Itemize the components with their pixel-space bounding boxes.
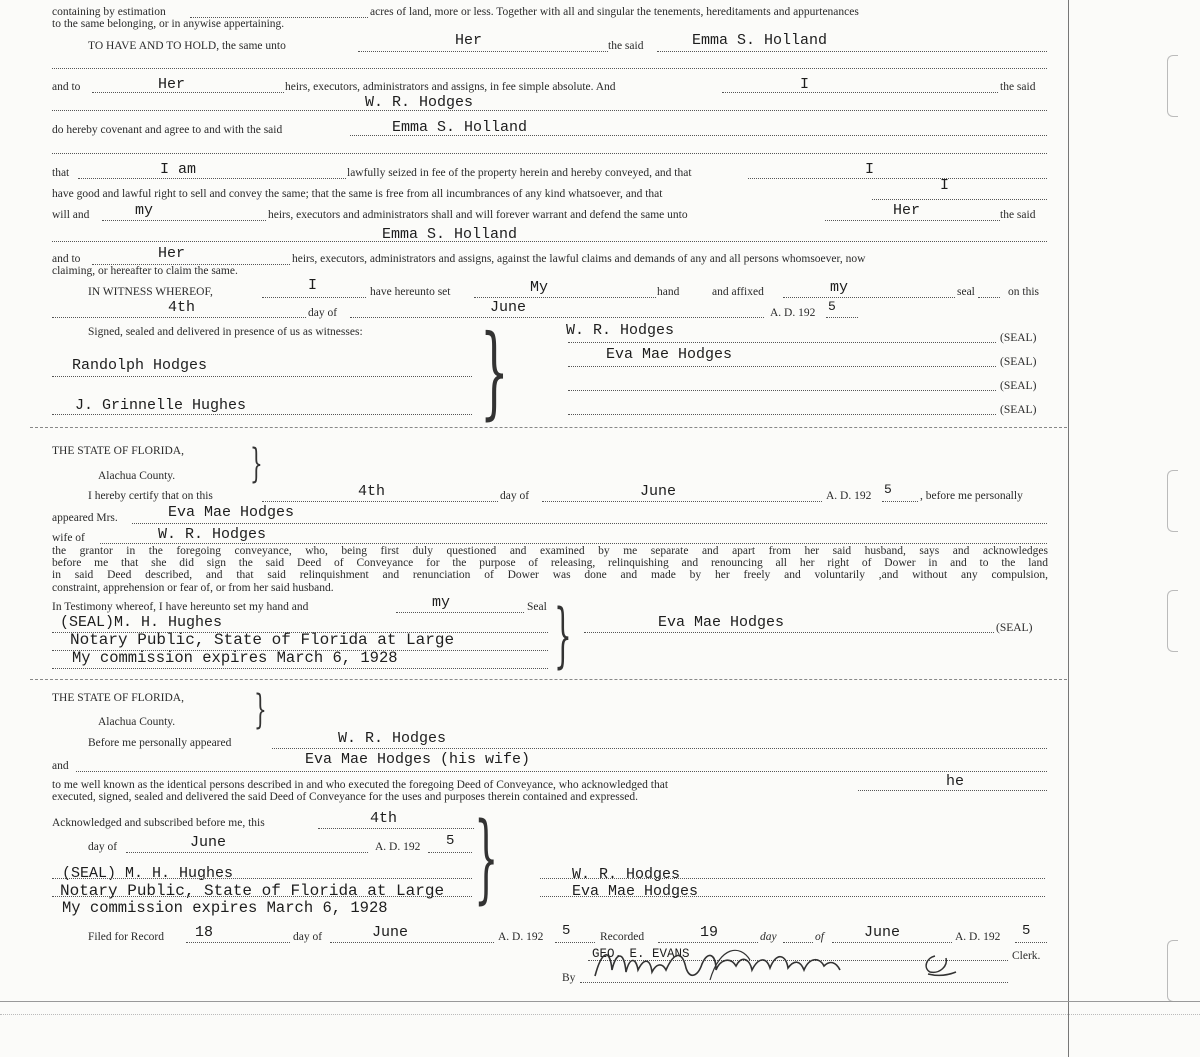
- blank: [52, 896, 472, 897]
- appeared-mrs: appeared Mrs.: [52, 512, 118, 524]
- heirs-pronoun-2: Her: [158, 245, 186, 262]
- day-of: day of: [500, 490, 530, 502]
- line-appertaining: to the same belonging, or in anywise appertaining.: [52, 18, 285, 30]
- signature-line: [584, 632, 994, 633]
- affixed-word: and affixed: [712, 286, 764, 298]
- blank: [783, 297, 955, 298]
- of-word: of: [815, 931, 824, 943]
- husband-name: W. R. Hodges: [158, 526, 267, 543]
- blank: [350, 317, 764, 318]
- pronoun-i: I: [865, 161, 875, 178]
- grantor-pronoun: I: [800, 76, 810, 93]
- blank: [52, 317, 306, 318]
- habendum-label: TO HAVE AND TO HOLD, the same unto: [88, 40, 286, 52]
- blank: [657, 51, 1047, 52]
- blank: [262, 297, 366, 298]
- blank: [978, 297, 1000, 298]
- hand-word: hand: [657, 286, 680, 298]
- section-divider: [30, 427, 1067, 428]
- blank: [126, 852, 368, 853]
- fee-simple-text: heirs, executors, administrators and assigns, in fee simple absolute. And: [285, 81, 616, 93]
- binder-tab: [1167, 55, 1178, 117]
- binder-tab: [1167, 590, 1178, 652]
- line-appurtenances: acres of land, more or less. Together with all and singular the tenements, hereditaments and appurtenances: [370, 6, 859, 18]
- blank: [52, 668, 548, 669]
- appeared-text: Before me personally appeared: [88, 737, 232, 749]
- pronoun-my: my: [135, 202, 154, 219]
- testimony-my: my: [432, 594, 451, 611]
- blank: [132, 523, 1047, 524]
- county-heading: Alachua County.: [98, 716, 176, 728]
- bottom-divider: [0, 1014, 1200, 1015]
- ad-192: A. D. 192: [955, 931, 1001, 943]
- filed-day: 18: [195, 924, 214, 941]
- blank: [330, 942, 494, 943]
- brace: }: [554, 594, 572, 676]
- cert2-notary-3: My commission expires March 6, 1928: [62, 899, 388, 917]
- dower-line: in said Deed described, and that said relinquishment and renunciation of Dower was done and made by her freely and voluntarily ,and without any compulsion,: [52, 569, 1048, 582]
- habendum-pronoun: Her: [455, 32, 483, 49]
- notary-3: My commission expires March 6, 1928: [72, 649, 398, 667]
- dower-line: constraint, apprehension or fear of, or from her said husband.: [52, 581, 334, 594]
- notary-2: Notary Public, State of Florida at Large: [70, 631, 455, 649]
- blank: [428, 852, 472, 853]
- covenant-label: do hereby covenant and agree to and with the said: [52, 124, 283, 136]
- witness-year-digit: 5: [828, 299, 836, 314]
- blank: [92, 92, 284, 93]
- on-this: on this: [1008, 286, 1039, 298]
- dower-text: [52, 545, 1048, 594]
- witness-1: Randolph Hodges: [72, 357, 208, 374]
- day-of: day of: [88, 841, 118, 853]
- the-said: the said: [608, 40, 644, 52]
- day-of: day of: [293, 931, 323, 943]
- blank: [825, 220, 1000, 221]
- dower-line: before me that she did sign the said Deed of Conveyance for the purpose of releasing, relinquishing and renouncing all her right of Dower in and to the land: [52, 557, 1048, 570]
- blank: [52, 414, 472, 415]
- grantee-name: Emma S. Holland: [692, 32, 828, 49]
- day-of: day of: [308, 307, 338, 319]
- binder-tab: [1167, 940, 1178, 1002]
- deputy-signature: [590, 940, 970, 988]
- county-heading: Alachua County.: [98, 470, 176, 482]
- blank: [555, 942, 595, 943]
- blank: [76, 771, 1047, 772]
- blank: [52, 878, 472, 879]
- that-label: that: [52, 167, 70, 179]
- blank: [52, 241, 1047, 242]
- certify-text: I hereby certify that on this: [88, 490, 213, 502]
- ad-192: A. D. 192: [770, 307, 816, 319]
- filed-for-record: Filed for Record: [88, 931, 165, 943]
- seal-1: (SEAL): [1000, 332, 1037, 344]
- testimony-text: In Testimony whereof, I have hereunto set my hand and: [52, 601, 309, 613]
- blank: [52, 153, 1047, 154]
- brace: }: [474, 802, 499, 914]
- ack-text: Acknowledged and subscribed before me, this: [52, 817, 265, 829]
- seal-4: (SEAL): [1000, 404, 1037, 416]
- pronoun-her: Her: [893, 202, 921, 219]
- ad-192: A. D. 192: [375, 841, 421, 853]
- seized-text: lawfully seized in fee of the property herein and hereby conveyed, and that: [347, 167, 692, 179]
- filed-year: 5: [562, 923, 571, 939]
- signature-line: [568, 366, 996, 367]
- signer-2: Eva Mae Hodges: [606, 346, 733, 363]
- and-to: and to: [52, 81, 81, 93]
- bottom-divider: [0, 1001, 1200, 1002]
- right-margin-line: [1068, 0, 1069, 1057]
- have-set: have hereunto set: [370, 286, 451, 298]
- recorded-year: 5: [1022, 923, 1031, 939]
- brace: }: [250, 441, 263, 487]
- cert2-signer-2: Eva Mae Hodges: [572, 883, 699, 900]
- ad-192: A. D. 192: [498, 931, 544, 943]
- and-to: and to: [52, 253, 81, 265]
- state-heading: THE STATE OF FLORIDA,: [52, 692, 184, 704]
- state-heading: THE STATE OF FLORIDA,: [52, 445, 184, 457]
- witness-2: J. Grinnelle Hughes: [75, 397, 247, 414]
- signature-line: [540, 896, 1045, 897]
- blank: [1015, 942, 1047, 943]
- signed-label: Signed, sealed and delivered in presence of us as witnesses:: [88, 326, 363, 338]
- lawful-claims-text: heirs, executors, administrators and assigns, against the lawful claims and demands of any and all persons whomsoever, now: [292, 253, 866, 265]
- and-word: and: [52, 760, 69, 772]
- blank: [722, 92, 998, 93]
- recorded-month: June: [864, 924, 901, 941]
- blank: [358, 51, 608, 52]
- will-and: will and: [52, 209, 90, 221]
- grantor-name: W. R. Hodges: [365, 94, 474, 111]
- cert2-he: he: [946, 773, 965, 790]
- blank: [52, 68, 1047, 69]
- signature-line: [568, 390, 996, 391]
- brace: }: [480, 313, 509, 430]
- blank: [474, 297, 656, 298]
- cert2-person2: Eva Mae Hodges (his wife): [305, 751, 531, 768]
- wife-name: Eva Mae Hodges: [168, 504, 295, 521]
- section-divider: [30, 679, 1067, 680]
- the-said: the said: [1000, 81, 1036, 93]
- cert1-day: 4th: [358, 483, 386, 500]
- filed-month: June: [372, 924, 409, 941]
- cert2-notary-1: (SEAL) M. H. Hughes: [62, 865, 234, 882]
- seal-word: Seal: [527, 601, 547, 613]
- clerk-name: GEO. E. EVANS: [592, 947, 690, 961]
- blank: [262, 501, 498, 502]
- witness-label: IN WITNESS WHEREOF,: [88, 286, 213, 298]
- seal-2: (SEAL): [1000, 356, 1037, 368]
- blank: [52, 110, 1047, 111]
- warrant-text: heirs, executors and administrators shall and will forever warrant and defend the same unto: [268, 209, 688, 221]
- witness-month: June: [490, 299, 527, 316]
- line-estimation: containing by estimation: [52, 6, 166, 18]
- by-label: By: [562, 972, 576, 984]
- known-text: to me well known as the identical persons described in and who executed the foregoing Deed of Conveyance, who acknowledged that: [52, 779, 669, 791]
- seal-3: (SEAL): [1000, 380, 1037, 392]
- cert2-person1: W. R. Hodges: [338, 730, 447, 747]
- blank: [318, 828, 474, 829]
- seal-word: seal: [957, 286, 975, 298]
- signer-1: W. R. Hodges: [566, 322, 675, 339]
- blank: [272, 748, 1047, 749]
- wife-of: wife of: [52, 532, 85, 544]
- seal-pronoun: my: [830, 279, 849, 296]
- hand-pronoun: My: [530, 279, 549, 296]
- cert2-day: 4th: [370, 810, 398, 827]
- claiming-text: claiming, or hereafter to claim the same.: [52, 265, 238, 277]
- recorded-label: Recorded: [600, 931, 645, 943]
- witness-who: I: [308, 277, 318, 294]
- blank: [858, 790, 1047, 791]
- blank: [52, 376, 472, 377]
- blank: [186, 942, 290, 943]
- cert2-notary-2: Notary Public, State of Florida at Large: [60, 882, 445, 900]
- cert2-signer-1: W. R. Hodges: [572, 866, 681, 883]
- dower-line: the grantor in the foregoing conveyance, who, being first duly questioned and examined by me separate and apart from her said husband, says and acknowledges: [52, 545, 1048, 557]
- blank: [78, 178, 346, 179]
- signature-line: [540, 878, 1045, 879]
- brace: }: [254, 687, 267, 733]
- signature-line: [568, 414, 996, 415]
- witness-day: 4th: [168, 299, 196, 316]
- binder-tab: [1167, 470, 1178, 532]
- blank: [872, 199, 1047, 200]
- signature-line: [568, 342, 996, 343]
- covenant-grantee: Emma S. Holland: [392, 119, 528, 136]
- the-said: the said: [1000, 209, 1036, 221]
- day-word: day: [760, 931, 777, 943]
- cert1-seal: (SEAL): [996, 622, 1033, 634]
- cert1-signer: Eva Mae Hodges: [658, 614, 785, 631]
- blank: [748, 178, 1047, 179]
- recorded-day: 19: [700, 924, 719, 941]
- before-me: , before me personally: [920, 490, 1023, 502]
- cert1-year-digit: 5: [884, 482, 892, 497]
- good-right-text: have good and lawful right to sell and convey the same; that the same is free from all incumbrances of any kind whatsoever, and that: [52, 188, 663, 200]
- blank: [396, 612, 524, 613]
- warrant-grantee: Emma S. Holland: [382, 226, 518, 243]
- clerk-label: Clerk.: [1012, 950, 1041, 962]
- cert1-month: June: [640, 483, 677, 500]
- pronoun-i: I: [940, 177, 950, 194]
- cert2-month: June: [190, 834, 227, 851]
- notary-1: (SEAL)M. H. Hughes: [60, 614, 223, 631]
- ad-192: A. D. 192: [826, 490, 872, 502]
- blank: [100, 543, 1047, 544]
- blank: [882, 501, 918, 502]
- cert2-year-digit: 5: [446, 833, 455, 849]
- blank: [826, 317, 858, 318]
- i-am: I am: [160, 161, 197, 178]
- heirs-pronoun: Her: [158, 76, 186, 93]
- executed-text: executed, signed, sealed and delivered the said Deed of Conveyance for the uses and purposes therein contained and expressed.: [52, 791, 638, 803]
- blank: [542, 501, 822, 502]
- blank: [102, 220, 266, 221]
